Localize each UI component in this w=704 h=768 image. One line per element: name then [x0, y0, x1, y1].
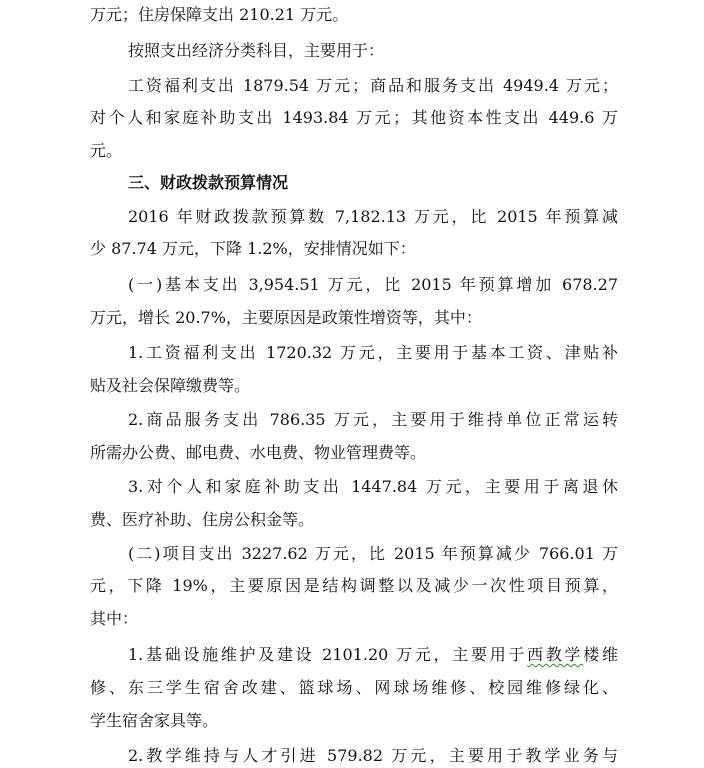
text-line: 贴及社会保障缴费等。 [90, 376, 251, 395]
spellcheck-marked-text: 西教学 [527, 645, 584, 664]
text-run: 楼维 [583, 645, 618, 664]
text-line: 万元，增长 20.7%，主要原因是政策性增资等，其中： [90, 308, 482, 327]
text-line: 2016 年财政拨款预算数 7,182.13 万元，比 2015 年预算减 [128, 207, 618, 226]
text-line: 元。 [90, 141, 123, 160]
text-line: 少 87.74 万元，下降 1.2%，安排情况如下： [90, 239, 416, 258]
text-line: 工资福利支出 1879.54 万元；商品和服务支出 4949.4 万元； [128, 76, 618, 95]
section-heading: 三、财政拨款预算情况 [128, 173, 289, 192]
text-line: 学生宿舍家具等。 [90, 711, 219, 730]
text-line: 所需办公费、邮电费、水电费、物业管理费等。 [90, 443, 427, 462]
text-line: 2.商品服务支出 786.35 万元，主要用于维持单位正常运转 [128, 410, 618, 429]
text-line: 修、东三学生宿舍改建、篮球场、网球场维修、校园维修绿化、 [90, 678, 618, 697]
text-line: 按照支出经济分类科目，主要用于： [128, 41, 385, 60]
text-line: 3.对个人和家庭补助支出 1447.84 万元，主要用于离退休 [128, 477, 618, 496]
text-line: (一)基本支出 3,954.51 万元，比 2015 年预算增加 678.27 [128, 275, 618, 294]
text-line: 费、医疗补助、住房公积金等。 [90, 510, 315, 529]
text-line [128, 643, 618, 667]
text-line: 2.教学维持与人才引进 579.82 万元，主要用于教学业务与 [128, 746, 618, 765]
text-run: 1.基础设施维护及建设 2101.20 万元，主要用于 [128, 645, 528, 664]
text-line: (二)项目支出 3227.62 万元，比 2015 年预算减少 766.01 万 [128, 544, 618, 563]
text-line: 元，下降 19%，主要原因是结构调整以及减少一次性项目预算， [90, 576, 618, 595]
text-line: 万元；住房保障支出 210.21 万元。 [90, 5, 349, 24]
text-line: 1.工资福利支出 1720.32 万元，主要用于基本工资、津贴补 [128, 343, 618, 362]
text-line: 其中： [90, 609, 139, 628]
text-line: 对个人和家庭补助支出 1493.84 万元；其他资本性支出 449.6 万 [90, 108, 618, 127]
